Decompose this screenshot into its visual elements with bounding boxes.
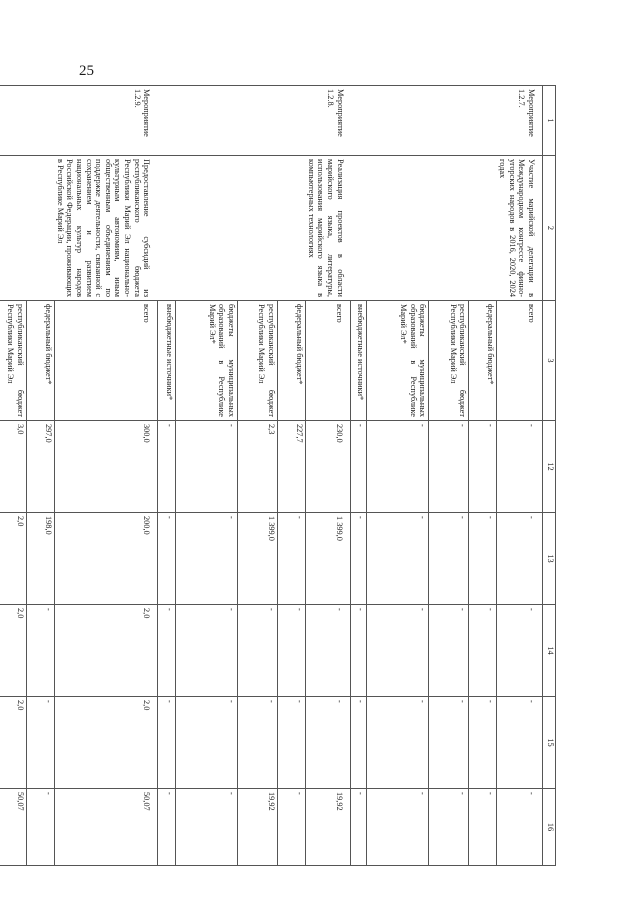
measure-code: Мероприятие 1.2.9. xyxy=(54,86,157,156)
value-cell: - xyxy=(469,513,497,605)
header-cell: 3 xyxy=(543,301,556,421)
measure-code xyxy=(237,86,277,156)
value-cell: - xyxy=(237,605,277,697)
table-row xyxy=(237,86,277,866)
funding-source: внебюджетные источники* xyxy=(351,301,367,421)
measure-code xyxy=(367,86,429,156)
measure-description: Предоставление субсидий из республиканского бюджета Республики Марий Эл национально-культурным автономиям, иным общественным объединениям по поддержке деятельности, связанной с сохранением и развитием национальных культур народов Российской Федерации, проживающих в Республике Марий Эл xyxy=(54,156,157,301)
value-cell: 50,07 xyxy=(54,789,157,866)
measure-description xyxy=(367,156,429,301)
header-cell: 16 xyxy=(543,789,556,866)
funding-source: федеральный бюджет* xyxy=(469,301,497,421)
value-cell: - xyxy=(367,605,429,697)
funding-source: бюджеты муниципальных образований в Республике Марий Эл* xyxy=(175,301,237,421)
value-cell: - xyxy=(351,697,367,789)
header-row xyxy=(543,86,556,866)
value-cell: 19,92 xyxy=(305,789,350,866)
table-row xyxy=(175,86,237,866)
value-cell: - xyxy=(429,605,469,697)
value-cell: - xyxy=(175,605,237,697)
value-cell: 2,3 xyxy=(237,421,277,513)
value-cell: - xyxy=(429,789,469,866)
funding-source: всего xyxy=(305,301,350,421)
measure-description xyxy=(469,156,497,301)
measure-description xyxy=(175,156,237,301)
funding-source: республиканский бюджет Республики Марий Эл xyxy=(237,301,277,421)
value-cell: 2,0 xyxy=(0,697,26,789)
value-cell: - xyxy=(26,789,54,866)
measure-description xyxy=(429,156,469,301)
funding-source: республиканский бюджет Республики Марий Эл xyxy=(429,301,469,421)
measure-code xyxy=(175,86,237,156)
value-cell: 227,7 xyxy=(277,421,305,513)
value-cell: 2,0 xyxy=(54,605,157,697)
page-number: 25 xyxy=(79,63,94,79)
measure-description: Реализация проектов в области марийского языка, литературы, использования марийского языка в компьютерных технологиях xyxy=(305,156,350,301)
value-cell: - xyxy=(351,513,367,605)
value-cell: - xyxy=(429,697,469,789)
value-cell: - xyxy=(367,697,429,789)
measure-code xyxy=(277,86,305,156)
table-row xyxy=(277,86,305,866)
value-cell: - xyxy=(469,421,497,513)
value-cell: - xyxy=(429,513,469,605)
value-cell: - xyxy=(351,421,367,513)
value-cell: - xyxy=(497,605,543,697)
value-cell: - xyxy=(26,697,54,789)
table-row xyxy=(497,86,543,866)
table-row xyxy=(469,86,497,866)
header-cell: 14 xyxy=(543,605,556,697)
value-cell: 2,0 xyxy=(0,513,26,605)
value-cell: - xyxy=(157,513,175,605)
value-cell: - xyxy=(367,513,429,605)
measure-description: Участие марийской делегации в Международном конгрессе финно-угорских народов в 2016, 2020, 2024 годах xyxy=(497,156,543,301)
measure-code xyxy=(157,86,175,156)
value-cell: - xyxy=(157,697,175,789)
table-row xyxy=(351,86,367,866)
value-cell: - xyxy=(497,697,543,789)
value-cell: - xyxy=(277,513,305,605)
value-cell: 300,0 xyxy=(54,421,157,513)
measure-code xyxy=(26,86,54,156)
measure-code xyxy=(0,86,26,156)
value-cell: - xyxy=(429,421,469,513)
header-cell: 12 xyxy=(543,421,556,513)
value-cell: - xyxy=(367,421,429,513)
value-cell: - xyxy=(497,513,543,605)
measure-description xyxy=(157,156,175,301)
measure-description xyxy=(351,156,367,301)
value-cell: - xyxy=(469,789,497,866)
value-cell: 200,0 xyxy=(54,513,157,605)
value-cell: - xyxy=(351,789,367,866)
value-cell: - xyxy=(469,605,497,697)
funding-source: бюджеты муниципальных образований в Республике Марий Эл* xyxy=(367,301,429,421)
value-cell: - xyxy=(277,697,305,789)
measure-description xyxy=(26,156,54,301)
value-cell: - xyxy=(305,697,350,789)
value-cell: - xyxy=(157,789,175,866)
value-cell: - xyxy=(175,697,237,789)
value-cell: - xyxy=(277,605,305,697)
measure-code xyxy=(469,86,497,156)
budget-table xyxy=(0,85,556,866)
measure-code: Мероприятие 1.2.7. xyxy=(497,86,543,156)
value-cell: - xyxy=(237,697,277,789)
measure-code xyxy=(351,86,367,156)
value-cell: - xyxy=(157,421,175,513)
header-cell: 2 xyxy=(543,156,556,301)
value-cell: - xyxy=(175,421,237,513)
measure-description xyxy=(0,156,26,301)
value-cell: 2,0 xyxy=(0,605,26,697)
value-cell: - xyxy=(497,421,543,513)
header-cell: 15 xyxy=(543,697,556,789)
value-cell: - xyxy=(175,789,237,866)
funding-source: республиканский бюджет Республики Марий Эл xyxy=(0,301,26,421)
value-cell: - xyxy=(305,605,350,697)
funding-source: федеральный бюджет* xyxy=(277,301,305,421)
value-cell: - xyxy=(469,697,497,789)
value-cell: - xyxy=(351,605,367,697)
value-cell: 198,0 xyxy=(26,513,54,605)
funding-source: всего xyxy=(497,301,543,421)
value-cell: - xyxy=(497,789,543,866)
header-cell: 13 xyxy=(543,513,556,605)
measure-description xyxy=(277,156,305,301)
value-cell: - xyxy=(277,789,305,866)
funding-source: внебюджетные источники* xyxy=(157,301,175,421)
value-cell: - xyxy=(26,605,54,697)
table-row xyxy=(429,86,469,866)
value-cell: 230,0 xyxy=(305,421,350,513)
measure-code: Мероприятие 1.2.8. xyxy=(305,86,350,156)
value-cell: 1 399,0 xyxy=(237,513,277,605)
value-cell: - xyxy=(367,789,429,866)
value-cell: 297,0 xyxy=(26,421,54,513)
table-row xyxy=(367,86,429,866)
value-cell: 50,07 xyxy=(0,789,26,866)
table-row xyxy=(157,86,175,866)
table-row xyxy=(0,86,26,866)
value-cell: 19,92 xyxy=(237,789,277,866)
table-row xyxy=(305,86,350,866)
table-row xyxy=(26,86,54,866)
funding-source: федеральный бюджет* xyxy=(26,301,54,421)
funding-source: всего xyxy=(54,301,157,421)
header-cell: 1 xyxy=(543,86,556,156)
value-cell: 2,0 xyxy=(54,697,157,789)
measure-code xyxy=(429,86,469,156)
value-cell: 1 399,0 xyxy=(305,513,350,605)
value-cell: 3,0 xyxy=(0,421,26,513)
value-cell: - xyxy=(157,605,175,697)
table-row xyxy=(54,86,157,866)
measure-description xyxy=(237,156,277,301)
rotated-table-region xyxy=(6,85,556,865)
value-cell: - xyxy=(175,513,237,605)
